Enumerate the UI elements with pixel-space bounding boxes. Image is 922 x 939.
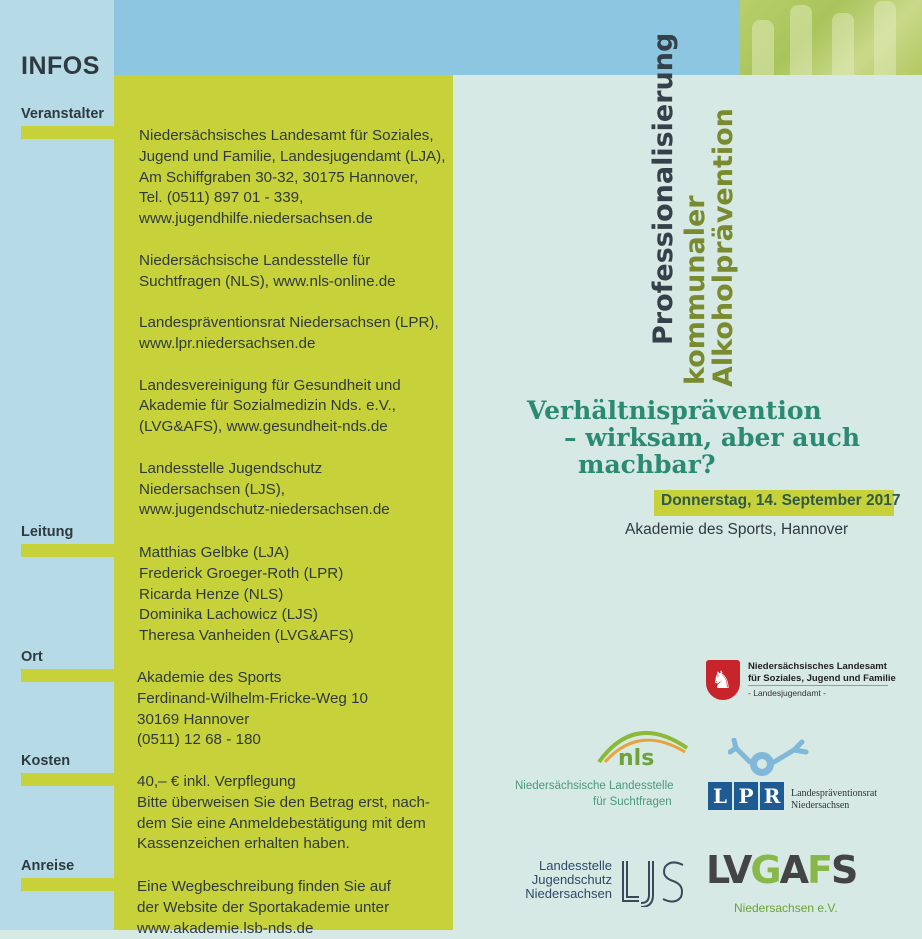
link-jugendhilfe[interactable]: www.jugendhilfe.niedersachsen.de	[139, 210, 373, 228]
ljs-name-line-1: Landesstelle	[539, 858, 612, 873]
nls-logo	[515, 722, 685, 814]
lja-name-line-1: Niedersächsisches Landesamt	[748, 661, 887, 672]
lpr-logo	[708, 738, 908, 814]
lpr-letter-l: L	[708, 782, 732, 810]
vertical-title-alkoholpraevention: Alkoholprävention	[708, 108, 739, 387]
lja-name-line-3: - Landesjugendamt -	[748, 688, 826, 698]
headline-line-2: – wirksam, aber auch	[564, 423, 861, 452]
headline-line-1: Verhältnisprävention	[527, 396, 822, 425]
lpr-name-line-2: Niedersachsen	[791, 800, 850, 811]
ljs-logo	[515, 855, 690, 915]
label-bar	[21, 669, 114, 682]
ljs-name-line-3: Niedersachsen	[525, 886, 612, 901]
headline-line-3: machbar?	[578, 450, 716, 479]
lja-logo	[706, 660, 896, 705]
nls-wordmark: nls	[618, 746, 655, 771]
kosten-text: 40,– € inkl. Verpflegung Bitte überweisen Sie den Betrag erst, nach- dem Sie eine Anmeldebestätigung mit dem Kassenzeichen erhalten haben.	[137, 773, 430, 853]
lvg-afs-wordmark-icon: LVGAFS	[706, 848, 857, 892]
link-lpr[interactable]: www.lpr.niedersachsen.de	[139, 334, 316, 352]
label-anreise: Anreise	[21, 858, 75, 874]
infos-title: INFOS	[21, 52, 100, 80]
label-bar	[21, 773, 114, 786]
lpr-letter-r: R	[760, 782, 784, 810]
nls-name-line-1: Niedersächsische Landesstelle	[515, 780, 674, 792]
lpr-letter-p: P	[734, 782, 758, 810]
lpr-name-line-1: Landespräventionsrat	[791, 788, 878, 799]
ort-text: Akademie des Sports Ferdinand-Wilhelm-Fricke-Weg 10 30169 Hannover (0511) 12 68 - 180	[137, 669, 368, 749]
lja-name-line-2: für Soziales, Jugend und Familie	[748, 673, 896, 684]
label-kosten: Kosten	[21, 753, 71, 769]
bottles-photo	[740, 0, 922, 75]
label-bar	[21, 126, 114, 139]
label-bar	[21, 878, 114, 891]
lpr-figure-icon	[728, 738, 810, 784]
link-jugendschutz[interactable]: www.jugendschutz-niedersachsen.de	[139, 501, 390, 519]
leitung-text: Matthias Gelbke (LJA) Frederick Groeger-Roth (LPR) Ricarda Henze (NLS) Dominika Lachowicz (LJS) Theresa Vanheiden (LVG&AFS)	[139, 544, 354, 645]
lvg-afs-logo	[706, 848, 856, 918]
veranstalter-text: Niedersächsisches Landesamt für Soziales, Jugend und Familie, Landesjugendamt (LJA), Am Schiffgraben 30-32, 30175 Hannover, Tel. (0511) 897 01 - 339, www.jugendhilfe.niedersachsen.de Niedersächsische Landesstelle für Suchtfragen (NLS), www.nls-online.de Landespräventionsrat Niedersachsen (LPR), www.lpr.niedersachsen.de Landesvereinigung für Gesundheit und Akademie für Sozialmedizin Nds. e.V., (LVG&AFS), www.gesundheit-nds.de Landesstelle Jugendschutz Niedersachsen (LJS), www.jugendschutz-niedersachsen.de	[139, 126, 439, 521]
label-ort: Ort	[21, 649, 43, 665]
vertical-title-kommunaler: kommunaler	[680, 195, 711, 385]
lvg-afs-subtitle: Niedersachsen e.V.	[734, 901, 838, 915]
vertical-title-professionalisierung: Professionalisierung	[648, 32, 679, 345]
label-leitung: Leitung	[21, 524, 74, 540]
horse-shield-icon: ♞	[706, 660, 740, 700]
event-date: Donnerstag, 14. September 2017	[661, 492, 901, 509]
ljs-monogram-icon	[617, 857, 689, 907]
ljs-name-line-2: Jugendschutz	[531, 872, 612, 887]
label-bar	[21, 544, 114, 557]
divider	[748, 685, 888, 686]
label-column	[0, 0, 114, 930]
event-venue: Akademie des Sports, Hannover	[625, 521, 849, 538]
anreise-text: Eine Wegbeschreibung finden Sie auf der Website der Sportakademie unter www.akademie.lsb-nds.de	[137, 877, 437, 939]
nls-name-line-2: für Suchtfragen	[593, 796, 672, 808]
label-veranstalter: Veranstalter	[21, 106, 105, 122]
link-akademie[interactable]: www.akademie.lsb-nds.de	[137, 919, 314, 937]
